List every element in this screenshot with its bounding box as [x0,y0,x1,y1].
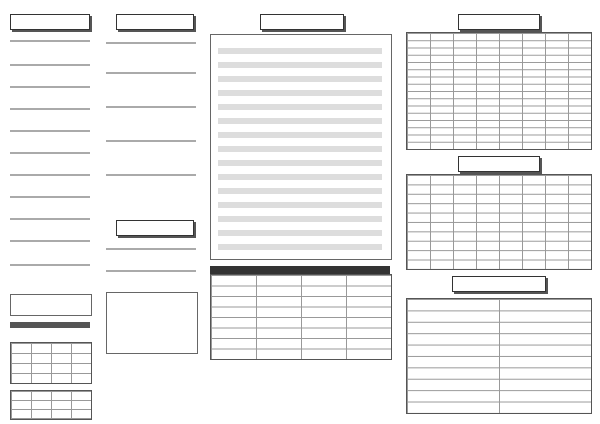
pastoral-column-text [218,90,382,96]
order-line [106,248,196,250]
pastoral-column-text [218,244,382,250]
pastoral-column-text [218,48,382,54]
cell-worship-table [406,32,592,150]
afternoon-service-header [116,14,194,30]
pastoral-column-text [218,62,382,68]
column-4 [402,8,594,416]
order-line [106,270,196,272]
pastoral-column-text [218,146,382,152]
pastoral-column-text [218,118,382,124]
order-line [10,64,90,66]
weekly-stats-table [210,274,392,360]
order-line [106,140,196,142]
order-line [10,108,90,110]
order-line [10,196,90,198]
order-line [10,240,90,242]
order-line [10,264,90,266]
column-2 [102,8,202,416]
pastoral-column-text [218,132,382,138]
order-line [10,174,90,176]
morning-service-header [10,14,90,30]
order-line [10,86,90,88]
service-table [10,390,92,420]
wednesday-prayer-header [116,220,194,236]
column-1 [6,8,96,416]
pastoral-column-text [218,160,382,166]
pastoral-column-text [218,230,382,236]
cell-worship-header [458,14,540,30]
pastoral-column-text [218,188,382,194]
pastoral-column-text [218,76,382,82]
pastoral-column-text [218,104,382,110]
shuttle-schedule-table [406,174,592,270]
service-bar [10,322,90,328]
order-line [10,218,90,220]
pastoral-column-header [260,14,344,30]
column-3 [206,8,396,416]
pastoral-column-text [218,216,382,222]
shuttle-schedule-header [458,156,540,172]
order-line [106,106,196,108]
order-line [10,40,90,42]
service-box [10,294,92,316]
pastoral-column-text [218,174,382,180]
order-line [10,130,90,132]
service-table [10,342,92,384]
weekly-stats-header [210,266,390,274]
order-line [106,42,196,44]
wednesday-box [106,292,198,354]
order-line [106,72,196,74]
order-line [106,174,196,176]
meeting-times-table [406,298,592,414]
order-line [10,152,90,154]
meeting-times-header [452,276,546,292]
pastoral-column-text [218,202,382,208]
